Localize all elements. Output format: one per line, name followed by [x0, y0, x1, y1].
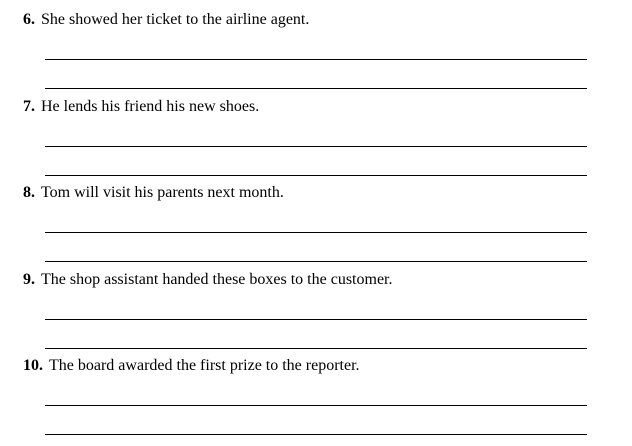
exercise-item: [0, 260, 632, 346]
answer-line[interactable]: [45, 405, 587, 406]
exercise-sentence: She showed her ticket to the airline agent.: [41, 11, 310, 28]
exercise-number: 9.: [23, 271, 35, 288]
exercise-sentence: The board awarded the first prize to the reporter.: [49, 357, 360, 374]
exercise-sentence: He lends his friend his new shoes.: [41, 98, 260, 115]
exercise-prompt: [23, 270, 392, 290]
exercise-prompt: [23, 356, 360, 376]
answer-line[interactable]: [45, 319, 587, 320]
exercise-prompt: [23, 183, 284, 203]
exercise-number: 7.: [23, 98, 35, 115]
answer-line[interactable]: [45, 232, 587, 233]
exercise-sentence: The shop assistant handed these boxes to the customer.: [41, 271, 393, 288]
exercise-item: [0, 346, 632, 432]
answer-line[interactable]: [45, 146, 587, 147]
exercise-sentence: Tom will visit his parents next month.: [41, 184, 284, 201]
exercise-item: [0, 87, 632, 173]
exercise-item: [0, 173, 632, 259]
exercise-prompt: [23, 10, 309, 30]
exercise-prompt: [23, 97, 259, 117]
answer-line[interactable]: [45, 434, 587, 435]
exercise-number: 10.: [23, 357, 43, 374]
exercise-item: [0, 0, 632, 86]
exercise-number: 6.: [23, 11, 35, 28]
answer-line[interactable]: [45, 59, 587, 60]
exercise-number: 8.: [23, 184, 35, 201]
